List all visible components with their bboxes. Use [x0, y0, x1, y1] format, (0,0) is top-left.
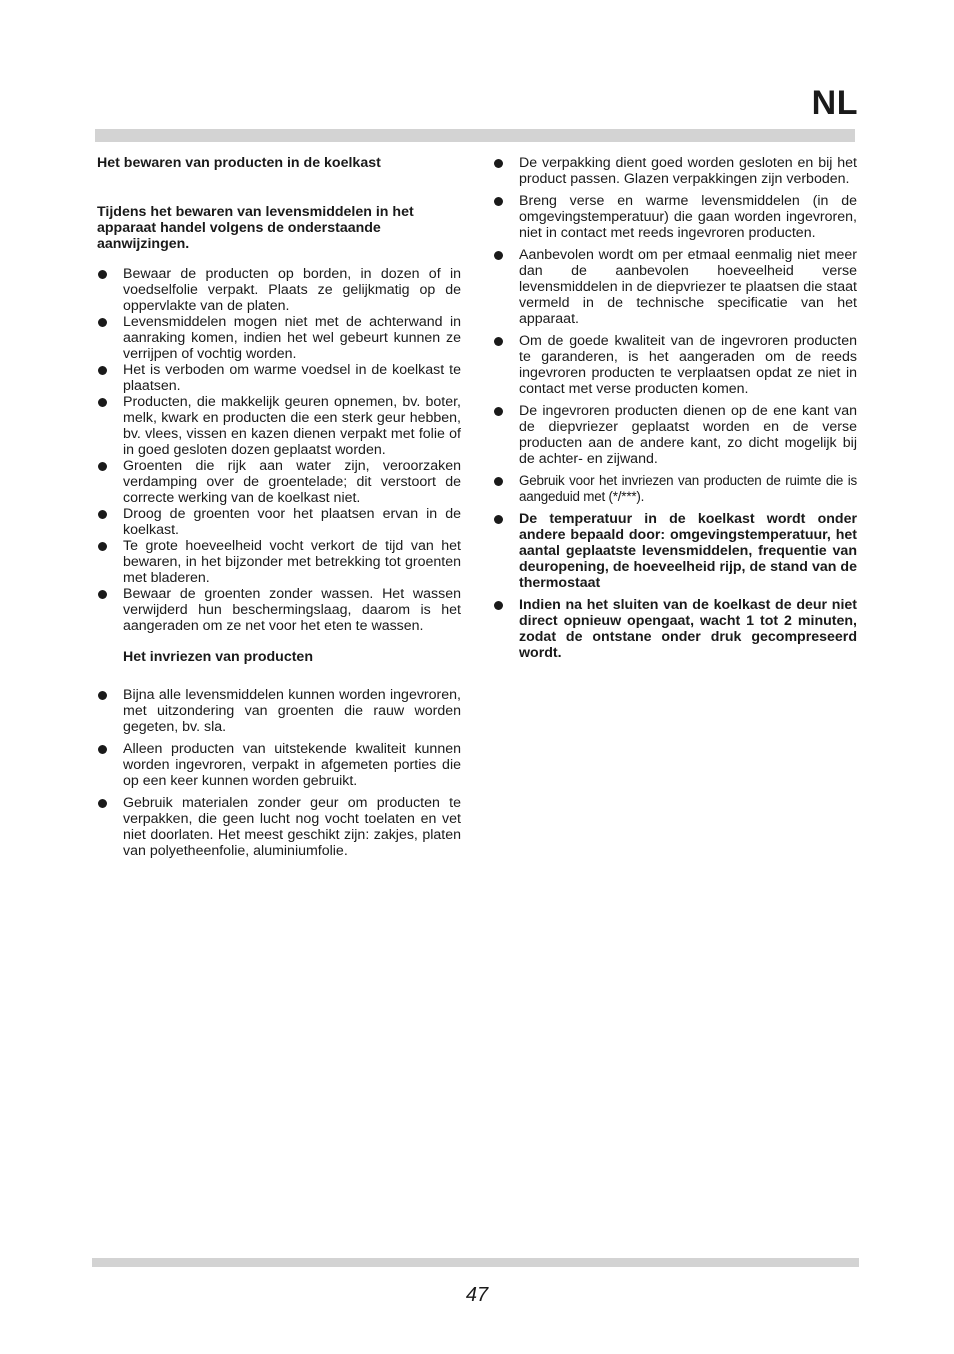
header-divider [95, 129, 855, 142]
list-item: Gebruik materialen zonder geur om producten te verpakken, die geen lucht nog vocht toelaten en vet niet doorlaten. Het meest geschikt zijn: zakjes, platen van polyetheenfolie, aluminiumfolie. [97, 795, 461, 859]
freezing-list [97, 687, 461, 859]
list-item: Alleen producten van uitstekende kwaliteit kunnen worden ingevroren, verpakt in afgemeten porties die op een keer kunnen worden gebruikt. [97, 741, 461, 789]
right-column [493, 155, 857, 667]
list-item: De verpakking dient goed worden gesloten en bij het product passen. Glazen verpakkingen zijn verboden. [493, 155, 857, 187]
list-item: Gebruik voor het invriezen van producten de ruimte die is aangeduid met (*/***). [493, 473, 857, 505]
list-item: Breng verse en warme levensmiddelen (in de omgevingstemperatuur) die gaan worden ingevroren, niet in contact met reeds ingevroren producten. [493, 193, 857, 241]
page-number: 47 [465, 1284, 489, 1306]
list-item-bold: De temperatuur in de koelkast wordt onder andere bepaald door: omgevingstemperatuur, het aantal geplaatste levensmiddelen, frequentie van deuropening, de hoeveelheid rijp, de stand van de thermostaat [493, 511, 857, 591]
list-item: Levensmiddelen mogen niet met de achterwand in aanraking komen, indien het wel gebeurt kunnen ze verrijpen of vochtig worden. [97, 314, 461, 362]
list-item: Bijna alle levensmiddelen kunnen worden ingevroren, met uitzondering van groenten die rauw worden gegeten, bv. sla. [97, 687, 461, 735]
freezing-list-continued [493, 155, 857, 661]
list-item: De ingevroren producten dienen op de ene kant van de diepvriezer geplaatst worden en de verse producten aan de andere kant, zo dicht mogelijk bij de achter- en zijwand. [493, 403, 857, 467]
list-item-bold: Indien na het sluiten van de koelkast de deur niet direct opnieuw opengaat, wacht 1 tot 2 minuten, zodat de ontstane onder druk gecompreseerd wordt. [493, 597, 857, 661]
footer-divider [92, 1258, 859, 1267]
section-heading-freezing: Het invriezen van producten [123, 649, 313, 665]
storage-intro: Tijdens het bewaren van levensmiddelen in het apparaat handel volgens de onderstaande aanwijzingen. [97, 204, 414, 252]
language-label: NL [811, 84, 858, 122]
section-heading-storage: Het bewaren van producten in de koelkast [97, 155, 381, 171]
list-item: Bewaar de producten op borden, in dozen of in voedselfolie verpakt. Plaats ze gelijkmatig op de oppervlakte van de platen. [97, 266, 461, 314]
list-item: Het is verboden om warme voedsel in de koelkast te plaatsen. [97, 362, 461, 394]
left-column [97, 155, 461, 865]
storage-list [97, 266, 461, 634]
list-item: Te grote hoeveelheid vocht verkort de tijd van het bewaren, in het bijzonder met betrekking tot groenten met bladeren. [97, 538, 461, 586]
list-item: Aanbevolen wordt om per etmaal eenmalig niet meer dan de aanbevolen hoeveelheid verse levensmiddelen in de diepvriezer te plaatsen die staat vermeld in de technische specificatie van het apparaat. [493, 247, 857, 327]
list-item: Producten, die makkelijk geuren opnemen, bv. boter, melk, kwark en producten die een sterk geur hebben, bv. vlees, vissen en kazen dienen verpakt met folie of in goed gesloten dozen geplaatst worden. [97, 394, 461, 458]
list-item: Bewaar de groenten zonder wassen. Het wassen verwijderd hun beschermingslaag, daarom is het aangeraden om ze net voor het eten te wassen. [97, 586, 461, 634]
list-item: Om de goede kwaliteit van de ingevroren producten te garanderen, is het aangeraden om de reeds ingevroren producten te verplaatsen opdat ze niet in contact met verse producten komen. [493, 333, 857, 397]
list-item: Groenten die rijk aan water zijn, veroorzaken verdamping over de groentelade; dit verstoort de correcte werking van de koelkast niet. [97, 458, 461, 506]
list-item: Droog de groenten voor het plaatsen ervan in de koelkast. [97, 506, 461, 538]
